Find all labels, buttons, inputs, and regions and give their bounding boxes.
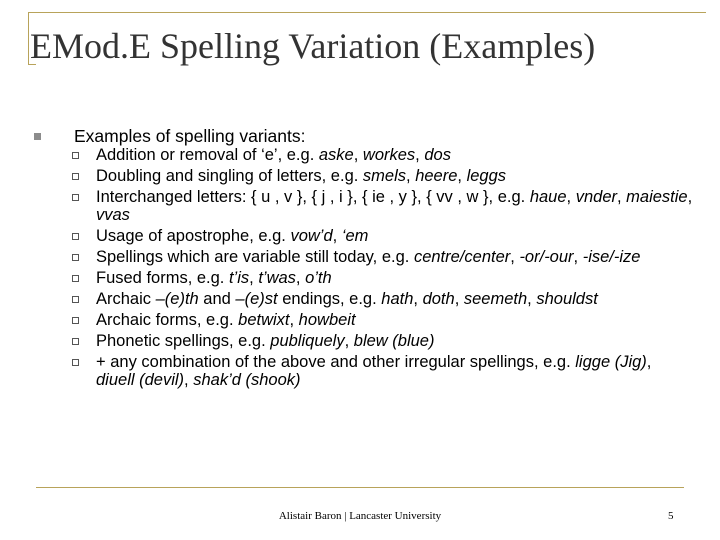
example-word: centre/center	[413, 248, 511, 266]
slide-title: EMod.E Spelling Variation (Examples)	[30, 26, 596, 66]
sub-bullet-text: ,	[406, 167, 416, 185]
hollow-square-bullet-icon	[72, 296, 79, 303]
example-word: vnder	[575, 188, 617, 206]
footer-author: Alistair Baron | Lancaster University	[278, 510, 442, 522]
example-word: t’is	[228, 269, 250, 287]
title-frame-top-rule	[28, 12, 706, 13]
sub-bullet-text: ,	[353, 146, 363, 164]
sub-bullet-text: ,	[184, 371, 194, 389]
sub-bullet-text: Usage of apostrophe, e.g.	[96, 227, 291, 245]
example-word: shouldst	[536, 290, 598, 308]
example-word: o’th	[305, 269, 332, 287]
example-word: ligge (Jig)	[575, 353, 647, 371]
sub-bullet-text: ,	[413, 290, 423, 308]
example-word: leggs	[466, 167, 507, 185]
sub-bullet-item	[34, 269, 694, 287]
sub-bullet-text: ,	[457, 167, 467, 185]
sub-bullet-text: and	[198, 290, 236, 308]
hollow-square-bullet-icon	[72, 275, 79, 282]
sub-bullet-text: Archaic forms, e.g.	[96, 311, 239, 329]
main-bullet-text: Examples of spelling variants:	[74, 126, 306, 146]
hollow-square-bullet-icon	[72, 254, 79, 261]
hollow-square-bullet-icon	[72, 233, 79, 240]
slide-content	[34, 126, 694, 392]
example-word: haue	[529, 188, 567, 206]
sub-bullet-item	[34, 332, 694, 350]
main-bullet	[34, 126, 694, 146]
sub-bullet-text: ,	[289, 311, 299, 329]
example-word: shak’d (shook)	[193, 371, 301, 389]
hollow-square-bullet-icon	[72, 194, 79, 201]
sub-bullet-text: ,	[295, 269, 306, 287]
sub-bullet-text: Spellings which are variable still today, e.g.	[96, 248, 414, 266]
sub-bullet-item	[34, 311, 694, 329]
sub-bullet-item	[34, 227, 694, 245]
hollow-square-bullet-icon	[72, 338, 79, 345]
sub-bullet-text: ,	[687, 188, 693, 206]
hollow-square-bullet-icon	[72, 359, 79, 366]
example-word: dos	[424, 146, 451, 164]
sub-bullet-text: Phonetic spellings, e.g.	[96, 332, 271, 350]
example-word: maiestie	[626, 188, 688, 206]
example-word: smels	[362, 167, 407, 185]
sub-bullet-text: ,	[617, 188, 627, 206]
sub-bullet-item	[34, 248, 694, 266]
sub-bullet-item	[34, 290, 694, 308]
example-word: seemeth	[463, 290, 528, 308]
sub-bullet-text: ,	[527, 290, 537, 308]
sub-bullet-item	[34, 353, 694, 389]
example-word: vvas	[96, 206, 130, 224]
sub-bullet-item	[34, 146, 694, 164]
sub-bullet-text: ,	[646, 353, 652, 371]
example-word: publiquely	[270, 332, 345, 350]
example-word: howbeit	[298, 311, 356, 329]
sub-bullet-text: ,	[573, 248, 583, 266]
sub-bullet-text: ,	[566, 188, 576, 206]
example-word: blew (blue)	[353, 332, 435, 350]
sub-bullet-text: ,	[249, 269, 259, 287]
sub-bullet-text: ,	[454, 290, 464, 308]
sub-bullet-text: Fused forms, e.g.	[96, 269, 229, 287]
hollow-square-bullet-icon	[72, 317, 79, 324]
square-bullet-icon	[34, 133, 41, 140]
sub-bullet-text: ,	[332, 227, 342, 245]
example-word: heere	[415, 167, 458, 185]
footer-rule	[36, 487, 684, 488]
sub-bullet-text: ,	[344, 332, 354, 350]
example-word: betwixt	[238, 311, 290, 329]
sub-bullet-text: + any combination of the above and other irregular spellings, e.g.	[96, 353, 576, 371]
sub-bullet-item	[34, 167, 694, 185]
example-word: workes	[362, 146, 416, 164]
sub-bullet-text: ,	[415, 146, 425, 164]
example-word: -or/-our	[519, 248, 574, 266]
sub-bullet-text: Archaic	[96, 290, 156, 308]
sub-bullet-item	[34, 188, 694, 224]
page-number: 5	[668, 510, 674, 522]
example-word: –(e)th	[155, 290, 199, 308]
hollow-square-bullet-icon	[72, 173, 79, 180]
example-word: diuell (devil)	[96, 371, 185, 389]
title-frame-vertical-rule	[28, 12, 29, 64]
example-word: ‘em	[341, 227, 369, 245]
sub-bullet-text: ,	[510, 248, 520, 266]
example-word: –(e)st	[235, 290, 278, 308]
sub-bullet-text: Doubling and singling of letters, e.g.	[96, 167, 363, 185]
example-word: t’was	[258, 269, 296, 287]
sub-bullet-text: Interchanged letters: { u , v }, { j , i }, { ie , y }, { vv , w }, e.g.	[96, 188, 530, 206]
sub-bullet-text: Addition or removal of ‘e’, e.g.	[96, 146, 319, 164]
example-word: aske	[318, 146, 354, 164]
example-word: doth	[422, 290, 455, 308]
sub-bullet-list	[34, 146, 694, 389]
example-word: -ise/-ize	[582, 248, 641, 266]
example-word: vow’d	[290, 227, 333, 245]
example-word: hath	[381, 290, 414, 308]
sub-bullet-text: endings, e.g.	[277, 290, 382, 308]
hollow-square-bullet-icon	[72, 152, 79, 159]
